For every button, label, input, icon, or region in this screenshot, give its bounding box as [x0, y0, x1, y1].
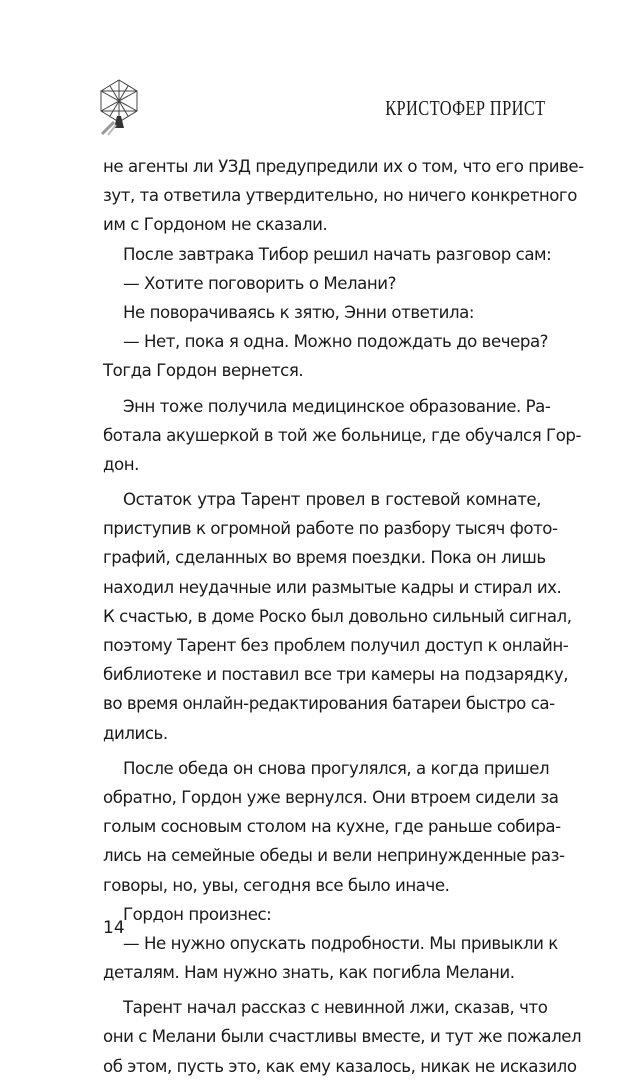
text-line: Гордон произнес: [123, 904, 272, 924]
tower-ornament-icon [96, 78, 142, 136]
text-line: зут, та ответила утвердительно, но ничего конкретного [103, 186, 577, 206]
text-line: говоры, но, увы, сегодня все было иначе. [103, 875, 450, 895]
page-body-text [103, 152, 584, 1081]
text-line: Тарент начал рассказ с невинной лжи, сказав, что [123, 998, 548, 1018]
text-line: поэтому Тарент без проблем получил доступ к онлайн- [103, 636, 569, 655]
running-head-author: КРИСТОФЕР ПРИСТ [385, 96, 546, 120]
text-line: дон. [103, 454, 139, 474]
text-line: приступив к огромной работе по разбору тысяч фото- [103, 519, 558, 539]
text-line: лись на семейные обеды и вели непринужденные раз- [103, 846, 565, 866]
text-line: им с Гордоном не сказали. [103, 215, 328, 235]
text-line: К счастью, в доме Роско был довольно сильный сигнал, [103, 606, 572, 626]
text-line: деталям. Нам нужно знать, как погибла Мелани. [103, 963, 515, 983]
text-line: После завтрака Тибор решил начать разговор сам: [123, 244, 552, 264]
text-line: не агенты ли УЗД предупредили их о том, что его приве- [103, 157, 584, 176]
text-line: голым сосновым столом на кухне, где раньше собира- [103, 817, 561, 837]
text-line: Остаток утра Тарент провел в гостевой комнате, [123, 490, 541, 510]
text-line: ботала акушеркой в той же больнице, где обучался Гор- [103, 425, 582, 445]
text-line: дились. [103, 723, 168, 743]
page-number: 14 [103, 918, 125, 938]
text-line: Тогда Гордон вернется. [103, 361, 304, 381]
text-line: находил неудачные или размытые кадры и стирал их. [103, 577, 562, 597]
text-line: библиотеке и поставил все три камеры на подзарядку, [103, 665, 569, 685]
text-line: Энн тоже получила медицинское образование. Ра- [123, 396, 551, 416]
text-line: — Нет, пока я одна. Можно подождать до вечера? [123, 332, 549, 352]
text-line: во время онлайн-редактирования батареи быстро са- [103, 694, 555, 714]
text-line: обратно, Гордон уже вернулся. Они втроем сидели за [103, 787, 559, 807]
text-line: — Не нужно опускать подробности. Мы привыкли к [123, 933, 558, 953]
text-line: После обеда он снова прогулялся, а когда пришел [123, 758, 550, 778]
text-line: они с Мелани были счастливы вместе, и тут же пожалел [103, 1027, 582, 1047]
text-line: графий, сделанных во время поездки. Пока он лишь [103, 548, 546, 568]
text-line: Не поворачиваясь к зятю, Энни ответила: [123, 302, 474, 322]
text-line: — Хотите поговорить о Мелани? [123, 273, 396, 293]
text-line: об этом, пусть это, как ему казалось, никак не исказило [103, 1056, 577, 1076]
